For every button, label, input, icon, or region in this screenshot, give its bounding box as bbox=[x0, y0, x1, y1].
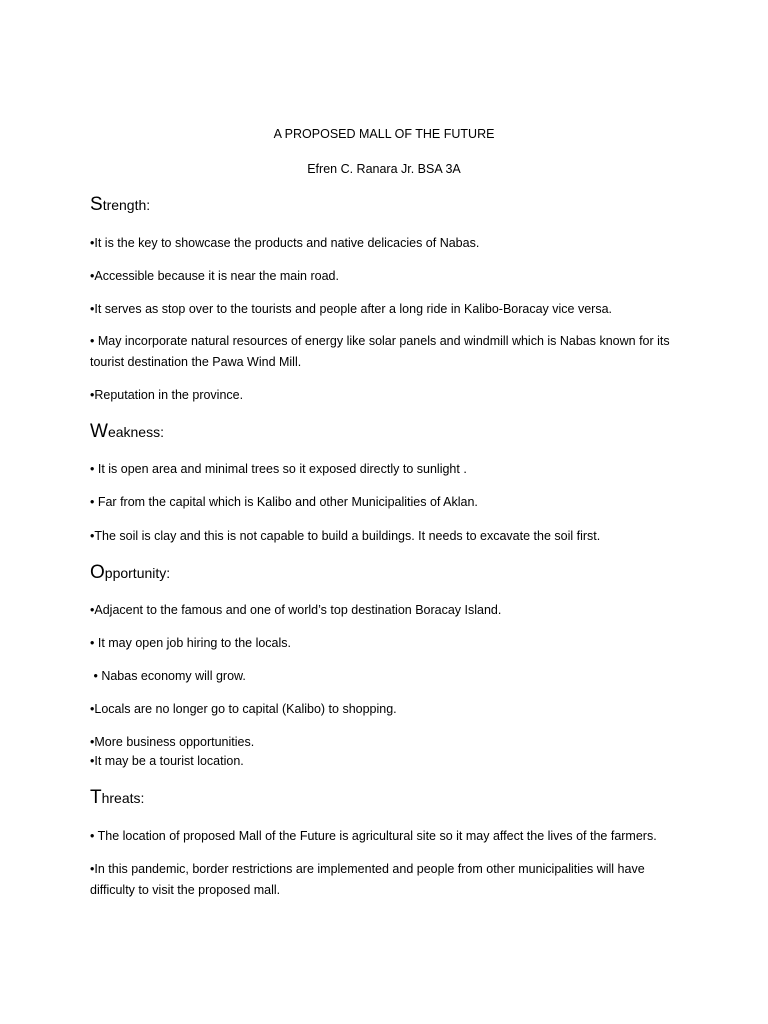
section-heading-strength bbox=[90, 194, 150, 216]
opportunity-item: •Locals are no longer go to capital (Kalibo) to shopping. bbox=[90, 702, 397, 716]
heading-rest: eakness: bbox=[107, 424, 164, 440]
opportunity-item: •Adjacent to the famous and one of world’s top destination Boracay Island. bbox=[90, 603, 502, 617]
opportunity-item: •More business opportunities. bbox=[90, 735, 255, 749]
strength-item: •It is the key to showcase the products and native delicacies of Nabas. bbox=[90, 236, 480, 250]
heading-rest: hreats: bbox=[101, 790, 145, 806]
strength-item: •Accessible because it is near the main road. bbox=[90, 269, 339, 283]
opportunity-item: • Nabas economy will grow. bbox=[90, 669, 246, 683]
strength-item: •Reputation in the province. bbox=[90, 388, 244, 402]
section-heading-opportunity bbox=[90, 562, 170, 584]
strength-item: • May incorporate natural resources of energy like solar panels and windmill which is Nabas known for its tourist destination the Pawa Wind Mill. bbox=[90, 334, 670, 369]
heading-initial: T bbox=[90, 787, 102, 808]
opportunity-item: •It may be a tourist location. bbox=[90, 754, 244, 768]
document-title: A PROPOSED MALL OF THE FUTURE bbox=[273, 127, 495, 141]
weakness-item: • It is open area and minimal trees so it exposed directly to sunlight . bbox=[90, 462, 467, 476]
section-heading-threats bbox=[90, 787, 144, 809]
heading-initial: W bbox=[90, 421, 108, 442]
section-heading-weakness bbox=[90, 421, 164, 443]
opportunity-item: • It may open job hiring to the locals. bbox=[90, 636, 292, 650]
weakness-item: •The soil is clay and this is not capable to build a buildings. It needs to excavate the soil first. bbox=[90, 529, 601, 543]
threats-item: •In this pandemic, border restrictions are implemented and people from other municipalities will have difficulty to visit the proposed mall. bbox=[90, 862, 645, 897]
heading-initial: S bbox=[90, 194, 103, 215]
heading-rest: pportunity: bbox=[104, 565, 171, 581]
threats-item: • The location of proposed Mall of the Future is agricultural site so it may affect the lives of the farmers. bbox=[90, 829, 657, 843]
weakness-item: • Far from the capital which is Kalibo and other Municipalities of Aklan. bbox=[90, 495, 478, 509]
document-author: Efren C. Ranara Jr. BSA 3A bbox=[307, 162, 461, 176]
heading-rest: trength: bbox=[102, 197, 151, 213]
heading-initial: O bbox=[90, 562, 105, 583]
strength-item: •It serves as stop over to the tourists and people after a long ride in Kalibo-Boracay vice versa. bbox=[90, 302, 613, 316]
